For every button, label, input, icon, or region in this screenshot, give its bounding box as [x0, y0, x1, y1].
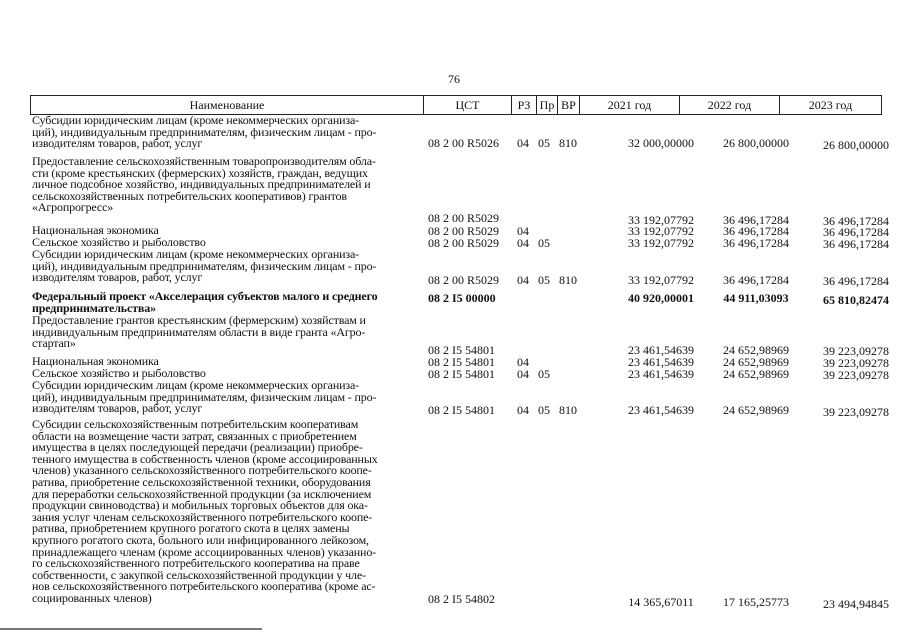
row-2023: 39 223,09278	[823, 368, 889, 382]
row-2021: 23 461,54639	[628, 367, 694, 381]
row-name: Предоставление сельскохозяйственным товаропроизводителям обла- сти (кроме крестьянских (фермерских) хозяйств, граждан, ведущих личное подсобное хозяйство, индивидуальных предпринимателей и сельскохозяйственных потребительских кооперативов) грантов «Агропрогресс»	[32, 154, 376, 215]
table-row	[30, 154, 889, 228]
row-2023: 36 496,17284	[823, 225, 889, 239]
row-cst: 08 2 I5 54801	[428, 367, 495, 381]
header-2021: 2021 год	[579, 96, 679, 114]
row-name: Национальная экономика	[32, 354, 159, 368]
row-cst: 08 2 00 R5029	[428, 211, 500, 225]
row-2022: 24 652,98969	[723, 355, 789, 369]
row-2023: 23 494,94845	[823, 597, 889, 611]
row-2021: 33 192,07792	[628, 224, 694, 238]
header-2022: 2022 год	[679, 96, 779, 114]
row-rz: 04	[517, 403, 529, 417]
row-name: Субсидии сельскохозяйственным потребительским кооперативам области на возмещение части затрат, связанных с приобретением имущества в целях последующей передачи (реализации) приобре- тенного имущества в собственность членов (кроме ассоциированных членов) указанного сельскохозяйственного потребительского коопе- ратива, приобретение сельскохозяйственной техники, оборудования для переработки сельскохозяйственной продукции (за исключением продукции свиноводства) и мобильных торговых объектов для ока- зания услуг членам сельскохозяйственного потребительского коопе- ратива, приобретением крупного рогатого скота в целях замены крупного рогатого скота, больного или инфицированного лейкозом, принадлежащего членам (кроме ассоциированных членов) указанно- го сельскохозяйственного потребительского кооператива на праве собственности, с закупкой сельскохозяйственной продукции у чле- нов сельскохозяйственного потребительского кооператива (кроме ас- социированных членов)	[32, 417, 378, 605]
row-pr: 05	[538, 136, 550, 150]
row-2022: 24 652,98969	[723, 403, 789, 417]
row-rz: 04	[517, 236, 529, 250]
header-name: Наименование	[189, 98, 265, 112]
header-vr: ВР	[557, 96, 579, 114]
row-2022: 36 496,17284	[723, 236, 789, 250]
row-rz: 04	[517, 224, 529, 238]
row-name: Сельское хозяйство и рыболовство	[32, 366, 206, 380]
row-2023: 39 223,09278	[823, 405, 889, 419]
row-rz: 04	[517, 273, 529, 287]
row-2021: 23 461,54639	[628, 343, 694, 357]
row-name: Сельское хозяйство и рыболовство	[32, 235, 206, 249]
row-2023: 39 223,09278	[823, 356, 889, 370]
row-name: Субсидии юридическим лицам (кроме некоммерческих организа- ций), индивидуальным предпринимателям, физическим лицам - про- изводителям товаров, работ, услуг	[32, 113, 377, 151]
row-pr: 05	[538, 367, 550, 381]
row-cst: 08 2 00 R5029	[428, 273, 500, 287]
row-rz: 04	[517, 136, 529, 150]
row-rz: 04	[517, 367, 529, 381]
row-rz: 04	[517, 355, 529, 369]
table-header	[30, 95, 882, 115]
row-cst: 08 2 I5 00000	[428, 291, 496, 305]
row-2022: 36 496,17284	[723, 224, 789, 238]
row-2021: 14 365,67011	[628, 595, 694, 609]
row-cst: 08 2 I5 54801	[428, 403, 495, 417]
table-row	[30, 313, 889, 358]
row-2023: 65 810,82474	[823, 293, 889, 307]
row-2022: 24 652,98969	[723, 343, 789, 357]
row-name: Национальная экономика	[32, 223, 159, 237]
table-row-bold	[30, 289, 889, 315]
row-name: Предоставление грантов крестьянским (фермерским) хозяйствам и индивидуальным предпринимателям области в виде гранта «Агро- стартап»	[32, 313, 366, 351]
row-2021: 33 192,07792	[628, 273, 694, 287]
row-2021: 23 461,54639	[628, 355, 694, 369]
row-2023: 36 496,17284	[823, 237, 889, 251]
row-2021: 33 192,07792	[628, 213, 694, 227]
row-2021: 33 192,07792	[628, 236, 694, 250]
row-2023: 26 800,00000	[823, 138, 889, 152]
row-2022: 24 652,98969	[723, 367, 789, 381]
row-2023: 36 496,17284	[823, 214, 889, 228]
table-row	[30, 113, 889, 156]
bottom-edge-line	[0, 628, 262, 630]
table-row	[30, 378, 889, 419]
table-row	[30, 247, 889, 291]
row-pr: 05	[538, 273, 550, 287]
row-2022: 17 165,25773	[723, 595, 789, 609]
row-vr: 810	[559, 136, 577, 150]
header-cst: ЦСТ	[423, 96, 511, 114]
row-vr: 810	[559, 403, 577, 417]
row-2023: 39 223,09278	[823, 344, 889, 358]
page-number: 76	[448, 72, 460, 86]
row-2022: 36 496,17284	[723, 213, 789, 227]
row-cst: 08 2 I5 54802	[428, 592, 495, 606]
row-2021: 40 920,00001	[628, 291, 694, 305]
row-pr: 05	[538, 403, 550, 417]
table-row	[30, 417, 889, 611]
row-name: Федеральный проект «Акселерация субъектов малого и среднего предпринимательства»	[32, 289, 378, 315]
row-pr: 05	[538, 236, 550, 250]
header-2023: 2023 год	[779, 96, 881, 114]
row-2021: 32 000,00000	[628, 136, 694, 150]
row-vr: 810	[559, 273, 577, 287]
row-name: Субсидии юридическим лицам (кроме некоммерческих организа- ций), индивидуальным предпринимателям, физическим лицам - про- изводителям товаров, работ, услуг	[32, 378, 377, 416]
row-2022: 36 496,17284	[723, 273, 789, 287]
row-cst: 08 2 I5 54801	[428, 343, 495, 357]
header-pr: Пр	[536, 96, 557, 114]
row-cst: 08 2 00 R5029	[428, 224, 500, 238]
row-name: Субсидии юридическим лицам (кроме некоммерческих организа- ций), индивидуальным предпринимателям, физическим лицам - про- изводителям товаров, работ, услуг	[32, 247, 377, 285]
row-2021: 23 461,54639	[628, 403, 694, 417]
row-cst: 08 2 I5 54801	[428, 355, 495, 369]
row-cst: 08 2 00 R5029	[428, 236, 500, 250]
budget-table	[30, 95, 889, 611]
header-rz: РЗ	[511, 96, 536, 114]
row-2022: 26 800,00000	[723, 136, 789, 150]
row-2022: 44 911,03093	[723, 291, 789, 305]
row-cst: 08 2 00 R5026	[428, 136, 500, 150]
row-2023: 36 496,17284	[823, 274, 889, 288]
